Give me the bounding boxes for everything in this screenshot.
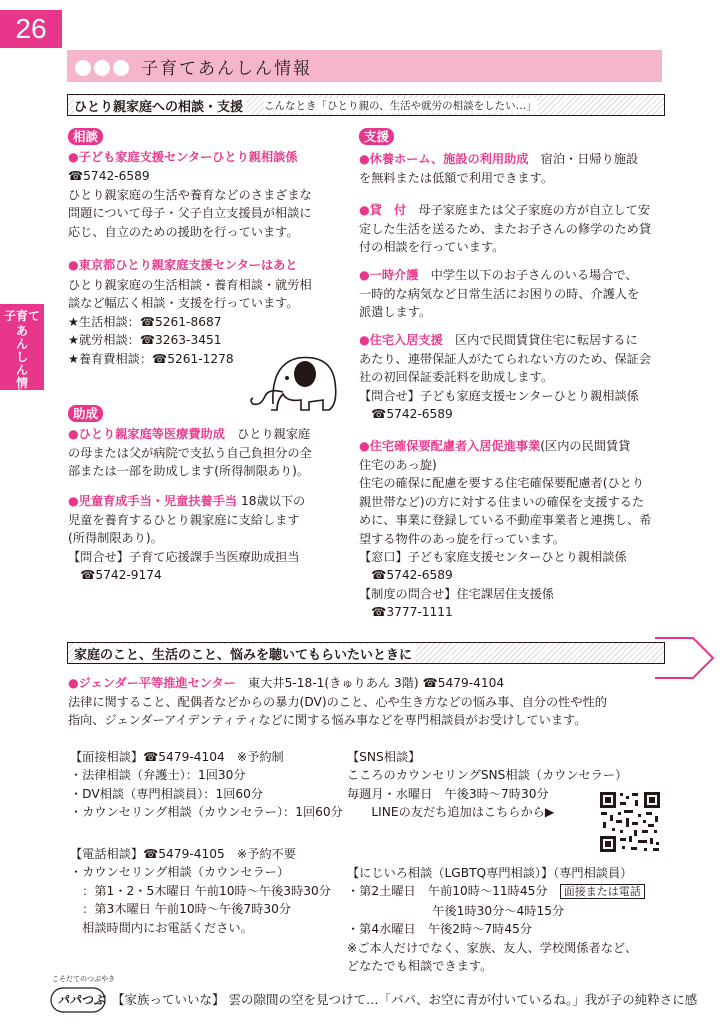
josei-item1-line: 部または一部を助成します(所得制限あり)。 [68,464,310,479]
sns-block [347,748,627,822]
denwa-block [70,845,331,937]
side-tab-line1: 子育て [3,309,40,323]
soudan-item1-tel: ☎5742-6589 [68,169,150,183]
shien-item2-line: 定した生活を送るため、またお子さんの修学のため貸 [359,222,652,236]
page-number: 26 [0,10,62,48]
shien-item4-line: 社の初回保証委託料を助成します。 [359,370,554,385]
josei-label-wrap [68,403,103,422]
shien-item5-line: 住宅の確保に配慮を要する住宅確保要配慮者(ひとり [359,476,645,491]
denwa-line: ：第1・2・5木曜日 午前10時〜午後3時30分 [70,883,331,898]
josei-label: 助成 [68,405,103,422]
footer-badge [50,987,106,1013]
sns-line: 毎週月・水曜日 午後3時〜7時30分 [347,786,549,801]
side-tab-line2: あんしん情報 [15,324,28,403]
shien-item5-rest: (区内の民間賃貸 [540,439,631,453]
josei-item2-line: (所得制限あり)。 [68,531,163,546]
josei-item1-title: ●ひとり親家庭等医療費助成 [68,427,225,441]
josei-item1-line: の母または父が病院で支払う自己負担分の全 [68,446,312,460]
nijiiro-line: ・第4水曜日 午後2時〜7時45分 [347,922,533,937]
center-line: 法律に関すること、配偶者などからの暴力(DV)のこと、心や生き方などの悩み事、自分の性や性的 [68,695,607,709]
shien-item3-rest: 中学生以下のお子さんのいる場合で、 [418,268,638,282]
shien-item4-line: 【問合せ】子ども家庭支援センターひとり親相談係 [359,388,639,403]
shien-item2-line: 付の相談を行っています。 [359,240,505,255]
nijiiro-tag: 面接または電話 [560,884,645,899]
shien-item1-title: ●休養ホーム、施設の利用助成 [359,152,529,166]
shien-item3-title: ●一時介護 [359,268,419,282]
center-title: ●ジェンダー平等推進センター [68,676,236,690]
shien-item5-line: めに、事業に登録している不動産事業者と連携し、希 [359,513,652,528]
shien-item4-rest: 区内で民間賃貸住宅に転居するに [442,333,638,347]
shien-item1-first-line [359,150,638,168]
josei-item1-rest: ひとり親家庭 [224,427,311,441]
soudan-item1-line: ひとり親家庭の生活や養育などのさまざまな [68,188,312,202]
center-address: 東大井5-18-1(きゅりあん 3階) ☎5479-4104 [235,676,505,690]
shien-item2-rest: 母子家庭または父子家庭の方が自立して安 [406,203,650,217]
shien-item1-rest: 宿泊・日帰り施設 [528,152,639,166]
shien-item3-line: 派遣します。 [359,305,432,320]
dot-icon [94,60,110,76]
shien-item2-first-line [359,201,650,219]
josei-item2-first-line [68,492,305,510]
soudan-item2-line: ひとり親家庭の生活相談・養育相談・就労相 [68,278,312,292]
menset-line: ・法律相談（弁護士）：1回30分 [70,768,246,783]
center-line: 指向、ジェンダーアイデンティティなどに関する悩み事などを専門相談員がお受けしています。 [68,713,587,728]
block2-header [67,642,665,664]
footer-badge-label: パパつぶ [58,993,107,1007]
shien-item3-line: 一時的な病気など日常生活にお困りの時、介護人を [359,287,640,301]
shien-label: 支援 [359,128,394,145]
block2-heading: 家庭のこと、生活のこと、悩みを聴いてもらいたいときに [74,644,416,663]
elephant-icon [243,344,343,416]
nijiiro-line: 【にじいろ相談（LGBTQ専門相談）】（専門相談員） [347,866,633,880]
banner-dots [75,57,132,76]
corner-arrow-icon [655,636,715,680]
shien-item4-line: あたり、連帯保証人がたてられない方のため、保証会 [359,352,652,366]
shien-item5-line: 【窓口】子ども家庭支援センターひとり親相談係 [359,550,627,565]
menset-block [70,748,343,822]
section-title: 子育てあんしん情報 [141,59,312,79]
shien-item4-title: ●住宅入居支援 [359,333,443,347]
josei-item2-line: 【問合せ】子育て応援課手当医療助成担当 [68,549,300,564]
nijiiro-block [347,864,645,975]
sns-line: こころのカウンセリングSNS相談（カウンセラー） [347,768,628,783]
menset-line: 【面接相談】☎5479-4104 ※予約制 [70,750,284,764]
contact-line: ★就労相談：☎3263-3451 [68,333,222,348]
footer-badge-small: こそだてのつぶやき [52,975,115,983]
shien-item4-line: ☎5742-6589 [359,407,453,422]
nijiiro-line: 午後1時30分〜4時15分 [347,903,565,918]
soudan-item1-line: 問題について母子・父子自立支援員が相談に [68,206,312,221]
block1-header [67,94,665,116]
nijiiro-line: どなたでも相談できます。 [347,959,493,974]
denwa-line: 【電話相談】☎5479-4105 ※予約不要 [70,847,296,861]
section-banner [67,50,662,82]
josei-item1-first-line [68,425,310,443]
josei-item2-title: ●児童育成手当・児童扶養手当 [68,494,238,508]
shien-item5-line: 【制度の問合せ】住宅課居住支援係 [359,586,554,601]
contact-line: ★養育費相談：☎5261-1278 [68,351,234,366]
sns-line: 【SNS相談】 [347,750,421,764]
sns-line: LINEの友だち追加はこちらから▶ [347,805,555,820]
soudan-item2-title: ●東京都ひとり親家庭支援センターはあと [68,258,298,272]
josei-item2-rest: 18歳以下の [237,494,306,508]
josei-item2-line: ☎5742-9174 [68,568,162,583]
contact-line: ★生活相談：☎5261-8687 [68,314,222,329]
shien-item1-line: を無料または低額で利用できます。 [359,171,554,185]
menset-line: ・DV相談（専門相談員）：1回60分 [70,786,264,801]
dot-icon [113,60,129,76]
dot-icon [75,60,91,76]
soudan-item1-line: 応じ、自立のための援助を行っています。 [68,224,299,239]
shien-item4-first-line [359,331,638,349]
soudan-label-wrap [68,126,103,145]
menset-line: ・カウンセリング相談（カウンセラー）：1回60分 [70,805,343,820]
shien-item5-first-line [359,437,630,455]
side-tab[interactable] [0,304,44,403]
denwa-line: 相談時間内にお電話ください。 [70,920,253,935]
josei-item2-line: 児童を養育するひとり親家庭に支給します [68,513,300,527]
soudan-item2-line: 談など幅広く相談・支援を行っています。 [68,296,299,311]
shien-item5-title: ●住宅確保要配慮者入居促進事業 [359,439,541,453]
shien-item5-line: 住宅のあっ旋) [359,458,437,472]
shien-item2-title: ●貸 付 [359,203,407,217]
shien-item3-first-line [359,266,638,284]
qr-code-icon[interactable] [598,790,662,854]
block1-heading: ひとり親家庭への相談・支援 [74,96,247,115]
denwa-line: ：第3木曜日 午前10時〜午後7時30分 [70,902,292,917]
shien-item5-line: ☎5742-6589 [359,568,453,583]
shien-item5-line: 親世帯など)の方に対する住まいの確保を支援するた [359,494,645,509]
soudan-label: 相談 [68,128,103,145]
shien-item5-line: 望する物件のあっ旋を行っています。 [359,531,566,546]
shien-item5-line: ☎3777-1111 [359,605,453,620]
shien-label-wrap [359,126,394,145]
nijiiro-line: ・第2土曜日 午前10時〜11時45分 面接または電話 [347,882,645,901]
soudan-item1-title: ●子ども家庭支援センターひとり親相談係 [68,150,298,164]
center-first-line [68,674,504,692]
denwa-line: ・カウンセリング相談（カウンセラー） [70,865,290,880]
block1-subheading: こんなとき「ひとり親の、生活や就労の相談をしたい…」 [264,100,537,112]
nijiiro-line: ※ご本人だけでなく、家族、友人、学校関係者など、 [347,940,638,955]
footer-text: 【家族っていいな】 雲の隙間の空を見つけて…「パパ、お空に青が付いているね。」我が子の純粋さに感 [112,992,698,1007]
